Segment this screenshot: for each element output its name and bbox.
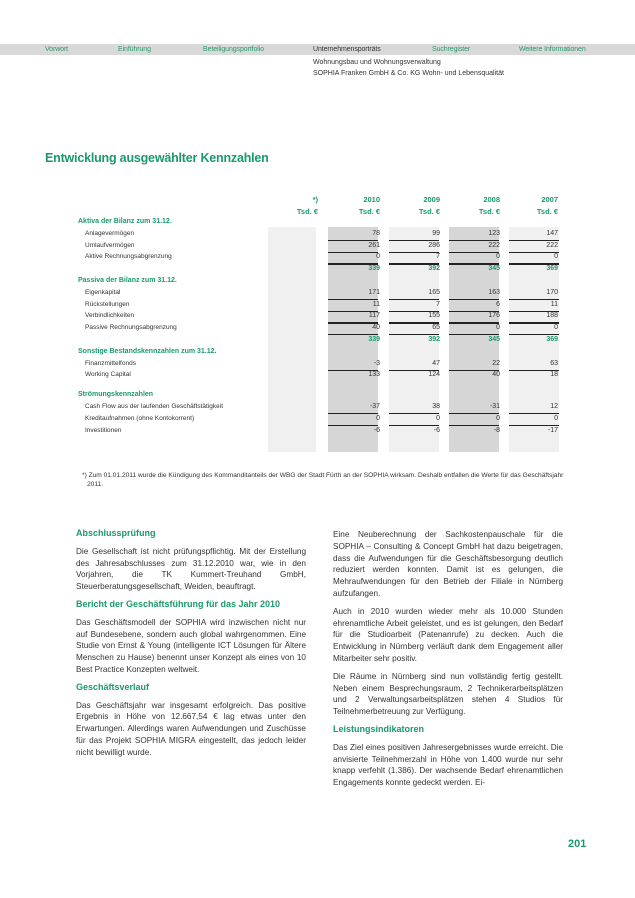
column-unit-header: Tsd. € (418, 207, 440, 216)
table-cell: 0 (376, 414, 380, 422)
right-text-column (333, 529, 563, 795)
nav-suchregister[interactable]: Suchregister (432, 46, 471, 53)
table-cell: 222 (488, 241, 500, 249)
table-cell: 40 (492, 371, 500, 379)
column-year-header: *) (312, 195, 318, 204)
table-cell: -8 (493, 426, 500, 434)
table-cell: 22 (492, 359, 500, 367)
table-total-cell: 345 (488, 265, 500, 273)
column-year-header: 2009 (423, 195, 440, 204)
nav-vorwort[interactable]: Vorwort (45, 46, 69, 53)
section-heading: Sonstige Bestandskennzahlen zum 31.12. (78, 347, 217, 355)
table-cell: 11 (372, 300, 380, 308)
column-unit-header: Tsd. € (536, 207, 558, 216)
paragraph-bericht: Das Geschäftsmodell der SOPHIA wird inzwischen nicht nur auf Bundesebene, sondern auch global wahrgenommen. Eine Studie von Ernst & Young (intelligente ICT Lösungen für Ältere Menschen zu Hause) benennt unser Konzept als eines von 10 Best Practice Konzepten weltweit. (76, 617, 306, 674)
heading-leistungsindikatoren: Leistungsindikatoren (333, 723, 425, 734)
table-cell: 63 (550, 359, 558, 367)
nav-weitere-informationen[interactable]: Weitere Informationen (519, 46, 586, 53)
table-total-cell: 345 (488, 336, 500, 343)
column-unit-header: Tsd. € (358, 207, 380, 216)
paragraph-sachkosten: Eine Neuberechnung der Sachkostenpauschale für die SOPHIA – Consulting & Concept GmbH hat dazu beigetragen, dass die Aufwendungen für die Geschäftsbesorgung deutlich reduziert werden konnten. Damit ist es gelungen, die Mehraufwendungen für den Betrieb der Filiale in Nürnberg aufzufangen. (333, 530, 563, 598)
company-subtitle: SOPHIA Franken GmbH & Co. KG Wohn- und Lebensqualität (313, 70, 504, 77)
column-year-header: 2010 (363, 195, 380, 204)
row-label: Working Capital (85, 371, 131, 379)
table-cell: 170 (546, 288, 558, 296)
row-label: Eigenkapital (85, 288, 121, 296)
table-cell: 0 (554, 414, 558, 422)
page-title: Entwicklung ausgewählter Kennzahlen (45, 151, 269, 165)
table-cell: 171 (368, 288, 380, 296)
nav-beteiligungsportfolio[interactable]: Beteiligungsportfolio (203, 46, 264, 53)
section-heading: Aktiva der Bilanz zum 31.12. (78, 218, 172, 225)
column-shade (268, 227, 316, 452)
row-label: Anlagevermögen (85, 229, 135, 237)
row-label: Investitionen (85, 426, 122, 434)
table-cell: 222 (546, 241, 558, 249)
row-label: Finanzmittelfonds (85, 359, 136, 367)
table-total-cell: 369 (546, 265, 558, 273)
table-total-cell: 339 (368, 336, 380, 343)
table-cell: 0 (554, 324, 558, 332)
table-cell: 124 (428, 371, 440, 379)
section-subtitle: Wohnungsbau und Wohnungsverwaltung (313, 59, 441, 66)
table-cell: -3 (373, 359, 380, 367)
table-cell: 0 (496, 253, 500, 261)
table-cell: -6 (433, 426, 440, 434)
table-cell: 0 (436, 414, 440, 422)
table-cell: 7 (436, 253, 440, 261)
table-cell: -31 (489, 403, 500, 410)
table-cell: 163 (488, 288, 500, 296)
table-cell: 18 (550, 371, 558, 379)
table-cell: 286 (428, 241, 440, 249)
row-label: Passive Rechnungsabgrenzung (85, 324, 177, 332)
table-total-cell: 392 (428, 336, 440, 343)
table-cell: 7 (436, 300, 440, 308)
table-cell: 0 (554, 253, 558, 261)
left-text-column (76, 528, 306, 765)
paragraph-geschaeftsverlauf: Das Geschäftsjahr war insgesamt erfolgreich. Das positive Ergebnis in Höhe von 12.667,54 € lag etwas unter den Erwartungen. Allerdings waren Aufwendungen und Zuschüsse für das Projekt SOPHIA MIGRA eingestellt, das jedoch leider nicht bewilligt wurde. (76, 700, 306, 757)
table-cell: 99 (432, 229, 440, 237)
paragraph-ehrenamt: Auch in 2010 wurden wieder mehr als 10.000 Stunden ehrenamtliche Arbeit geleistet, und es ist gelungen, den Bedarf für die Studioarbeit (Patenanrufe) zu decken. Auch die Entwicklung in Nürnberg verläuft dank dem Engagement aller Mitarbeiter sehr positiv. (333, 606, 563, 663)
table-total-cell: 392 (428, 265, 440, 273)
table-total-cell: 369 (546, 336, 558, 343)
column-unit-header: Tsd. € (296, 207, 318, 216)
table-cell: 165 (428, 288, 440, 296)
heading-geschaeftsverlauf: Geschäftsverlauf (76, 681, 150, 692)
table-cell: 123 (488, 229, 500, 237)
row-label: Cash Flow aus der laufenden Geschäftstätigkeit (85, 403, 224, 410)
table-cell: 11 (550, 300, 558, 308)
table-cell: 0 (496, 324, 500, 332)
table-cell: 133 (368, 371, 380, 379)
nav-unternehmensportraets[interactable]: Unternehmensporträts (313, 46, 381, 53)
table-cell: 155 (428, 312, 440, 320)
row-label: Rückstellungen (85, 300, 130, 308)
paragraph-raeume: Die Räume in Nürnberg sind nun vollständig fertig gestellt. Neben einem Besprechungsraum, 2 Technikerarbeitsplätzen und 2 Verwaltungsarbeitsplätzen stehen 4 Studios für Teilnehmerbetreuung zur Verfügung. (333, 671, 563, 717)
row-label: Verbindlichkeiten (85, 312, 135, 320)
column-unit-header: Tsd. € (478, 207, 500, 216)
paragraph-abschlusspruefung: Die Gesellschaft ist nicht prüfungspflichtig. Mit der Erstellung des Jahresabschlusses zum 31.12.2010 war, wie in den Vorjahren, die TK Kummert-Treuhand GmbH, Steuerberatungsgesellschaft, Weiden, beauftragt. (76, 546, 306, 592)
row-label: Umlaufvermögen (85, 241, 135, 249)
column-year-header: 2008 (483, 195, 500, 204)
table-cell: 47 (432, 359, 440, 367)
page-number: 201 (568, 838, 587, 850)
table-cell: 147 (546, 229, 558, 237)
table-cell: -37 (369, 403, 380, 410)
column-year-header: 2007 (541, 195, 558, 204)
table-cell: 188 (546, 312, 558, 320)
table-cell: 0 (376, 253, 380, 261)
table-cell: 117 (368, 312, 380, 320)
table-cell: 12 (550, 403, 558, 410)
table-cell: -17 (547, 426, 558, 434)
table-cell: 176 (488, 312, 500, 320)
table-cell: 78 (372, 229, 380, 237)
footnote: *) Zum 01.01.2011 wurde die Kündigung des Kommanditanteils der WBG der Stadt Fürth an der SOPHIA wirksam. Deshalb entfallen die Werte für das Geschäftsjahr 2011. (82, 472, 564, 488)
table-cell: 0 (496, 414, 500, 422)
table-cell: -6 (373, 426, 380, 434)
heading-abschlusspruefung: Abschlussprüfung (76, 528, 156, 538)
table-cell: 6 (496, 300, 500, 308)
paragraph-leistungsindikatoren: Das Ziel eines positiven Jahresergebnisses wurde erreicht. Die anvisierte Teilnehmerzahl in Höhe von 1.400 wurde nur sehr knapp verfehlt (1.386). Der wachsende Bedarf ehrenamtlichen Engagements konnte gedeckt werden. Ei- (333, 742, 563, 788)
table-cell: 65 (432, 324, 440, 332)
nav-einfuehrung[interactable]: Einführung (118, 46, 151, 53)
row-label: Kreditaufnahmen (ohne Kontokorrent) (85, 414, 195, 422)
table-cell: 38 (432, 403, 440, 410)
table-cell: 261 (368, 241, 380, 249)
row-label: Aktive Rechnungsabgrenzung (85, 253, 172, 261)
table-total-cell: 339 (368, 265, 380, 273)
section-heading: Passiva der Bilanz zum 31.12. (78, 277, 177, 284)
table-cell: 40 (372, 324, 380, 332)
heading-bericht: Bericht der Geschäftsführung für das Jahr 2010 (76, 598, 281, 609)
section-heading: Strömungskennzahlen (78, 391, 154, 399)
